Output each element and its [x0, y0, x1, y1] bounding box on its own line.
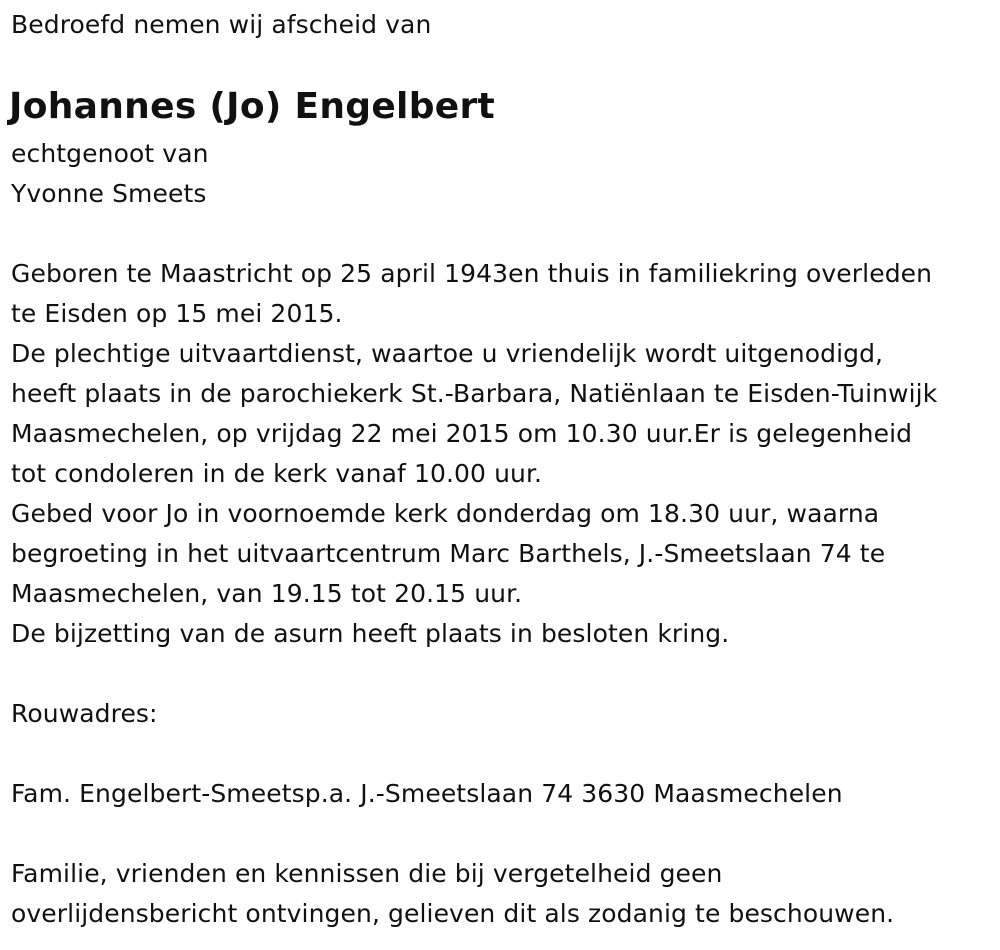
- body-line: heeft plaats in de parochiekerk St.-Barbara, Natiënlaan te Eisden-Tuinwijk: [11, 379, 938, 408]
- spouse-name: Yvonne Smeets: [11, 179, 207, 208]
- mourning-address: Fam. Engelbert-Smeetsp.a. J.-Smeetslaan 74 3630 Maasmechelen: [11, 779, 843, 808]
- mourning-address-label: Rouwadres:: [11, 699, 158, 728]
- body-line: De plechtige uitvaartdienst, waartoe u vriendelijk wordt uitgenodigd,: [11, 339, 884, 368]
- closing-line: overlijdensbericht ontvingen, gelieven dit als zodanig te beschouwen.: [11, 899, 895, 928]
- body-line: Maasmechelen, van 19.15 tot 20.15 uur.: [11, 579, 523, 608]
- body-line: begroeting in het uitvaartcentrum Marc Barthels, J.-Smeetslaan 74 te: [11, 539, 886, 568]
- body-line: tot condoleren in de kerk vanaf 10.00 uur.: [11, 459, 543, 488]
- intro-text: Bedroefd nemen wij afscheid van: [11, 10, 432, 39]
- deceased-name: Johannes (Jo) Engelbert: [9, 86, 496, 127]
- closing-line: Familie, vrienden en kennissen die bij vergetelheid geen: [11, 859, 723, 888]
- body-line: De bijzetting van de asurn heeft plaats in besloten kring.: [11, 619, 730, 648]
- spouse-relation: echtgenoot van: [11, 139, 209, 168]
- body-line: Gebed voor Jo in voornoemde kerk donderdag om 18.30 uur, waarna: [11, 499, 880, 528]
- body-line: Maasmechelen, op vrijdag 22 mei 2015 om 10.30 uur.Er is gelegenheid: [11, 419, 913, 448]
- body-line: te Eisden op 15 mei 2015.: [11, 299, 343, 328]
- body-line: Geboren te Maastricht op 25 april 1943en thuis in familiekring overleden: [11, 259, 933, 288]
